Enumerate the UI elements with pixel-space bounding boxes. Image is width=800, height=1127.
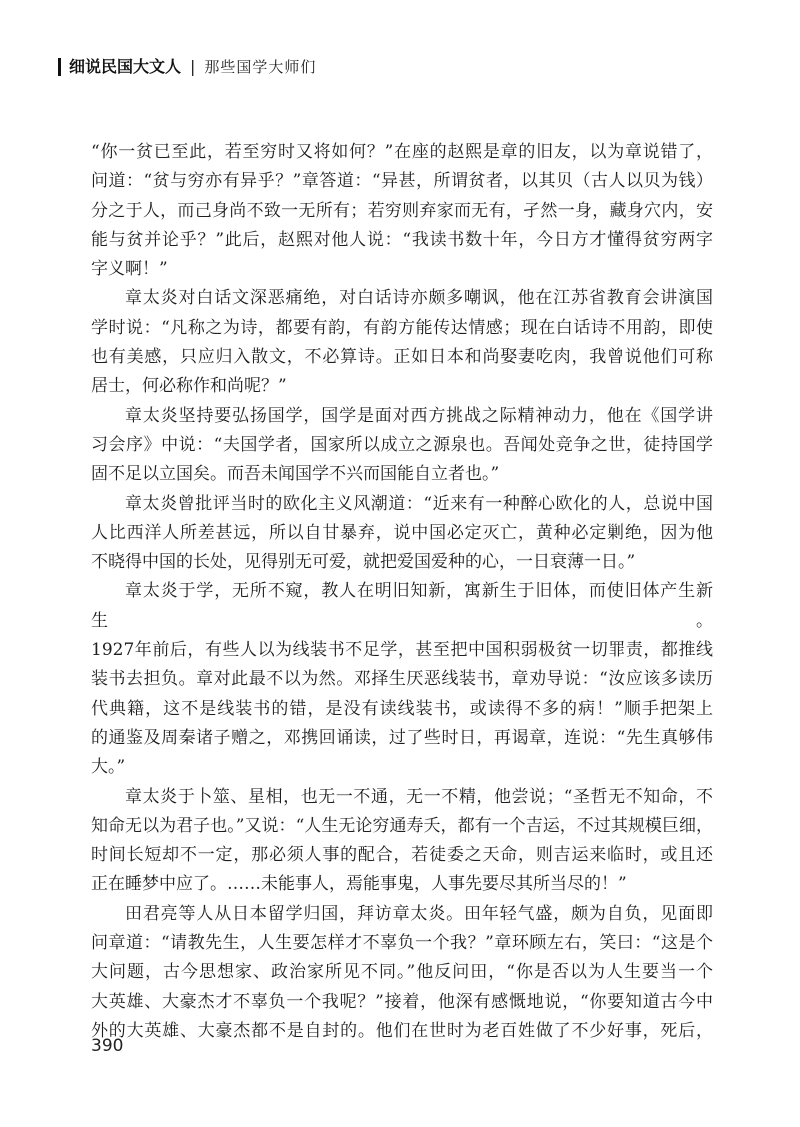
text-line: 不晓得中国的长处，见得别无可爱，就把爱国爱种的心，一日衰薄一日。” [91,552,636,573]
text-line: 1927年前后，有些人以为线装书不足学，甚至把中国积弱极贫一切罪责，都推线 [91,640,713,661]
text-line: 居士，何必称作和尚呢？” [91,376,287,397]
text-line: 章太炎对白话文深恶痛绝，对白话诗亦颇多嘲讽，他在江苏省教育会讲演国 [125,288,713,309]
text-line: 代典籍，这不是线装书的错，是没有读线装书，或读得不多的病！”顺手把架上 [91,698,713,719]
text-line: 分之于人，而己身尚不致一无所有；若穷则弃家而无有，孑然一身，藏身穴内，安 [91,200,713,221]
text-line: 大英雄、大豪杰才不辜负一个我呢？”接着，他深有感慨地说，“你要知道古今中 [91,991,713,1012]
chapter-title: 那些国学大师们 [204,58,317,76]
book-title: 细说民国大文人 [69,57,182,76]
page-number: 390 [91,1036,124,1056]
text-line: 知命无以为君子也。”又说：“人生无论穷通寿夭，都有一个吉运，不过其规模巨细， [91,815,713,836]
text-line: 问道：“贫与穷亦有异乎？”章答道：“异甚，所谓贫者，以其贝（古人以贝为钱） [91,171,713,192]
text-line: 也有美感，只应归入散文，不必算诗。正如日本和尚娶妻吃肉，我曾说他们可称 [91,347,713,368]
text-line: 章太炎曾批评当时的欧化主义风潮道：“近来有一种醉心欧化的人，总说中国 [125,493,713,514]
text-line: 的通鉴及周秦诸子赠之，邓携回诵读，过了些时日，再谒章，连说：“先生真够伟 [91,727,713,748]
text-line: 时间长短却不一定，那必须人事的配合，若徒委之天命，则吉运来临时，或且还 [91,845,713,866]
body-text [91,138,713,1046]
text-line: 固不足以立国矣。而吾未闻国学不兴而国能自立者也。” [91,464,500,485]
text-line: 字义啊！” [91,259,168,280]
text-line: 能与贫并论乎？”此后，赵熙对他人说：“我读书数十年，今日方才懂得贫穷两字 [91,229,713,250]
text-line: 习会序》中说：“夫国学者，国家所以成立之源泉也。吾闻处竞争之世，徒持国学 [91,434,713,455]
text-line: 学时说：“凡称之为诗，都要有韵，有韵方能传达情感；现在白话诗不用韵，即使 [91,317,713,338]
text-line: 章太炎坚持要弘扬国学，国学是面对西方挑战之际精神动力，他在《国学讲 [125,405,713,426]
text-line: 章太炎于卜筮、星相，也无一不通，无一不精，他尝说；“圣哲无不知命，不 [125,786,713,807]
text-line: 装书去担负。章对此最不以为然。邓择生厌恶线装书，章劝导说：“汝应该多读历 [91,669,713,690]
text-line: 田君亮等人从日本留学归国，拜访章太炎。田年轻气盛，颇为自负，见面即 [125,903,713,924]
running-header [58,56,316,78]
text-line: 问章道：“请教先生，人生要怎样才不辜负一个我？”章环顾左右，笑曰：“这是个 [91,933,713,954]
text-line: 人比西洋人所差甚远，所以自甘暴弃，说中国必定灭亡，黄种必定剿绝，因为他 [91,522,713,543]
text-line: “你一贫已至此，若至穷时又将如何？”在座的赵熙是章的旧友，以为章说错了， [91,142,713,162]
header-separator: | [190,57,196,76]
text-line: 外的大英雄、大豪杰都不是自封的。他们在世时为老百姓做了不少好事，死后， [91,1020,713,1041]
text-line: 正在睡梦中应了。……未能事人，焉能事鬼，人事先要尽其所当尽的！” [91,874,627,895]
header-bar [58,58,61,76]
text-line: 章太炎于学，无所不窥，教人在明旧知新，寓新生于旧体，而使旧体产生新生。 [91,581,713,631]
text-line: 大。” [91,757,126,778]
text-line: 大问题，古今思想家、政治家所见不同。”他反问田，“你是否以为人生要当一个 [91,962,713,983]
